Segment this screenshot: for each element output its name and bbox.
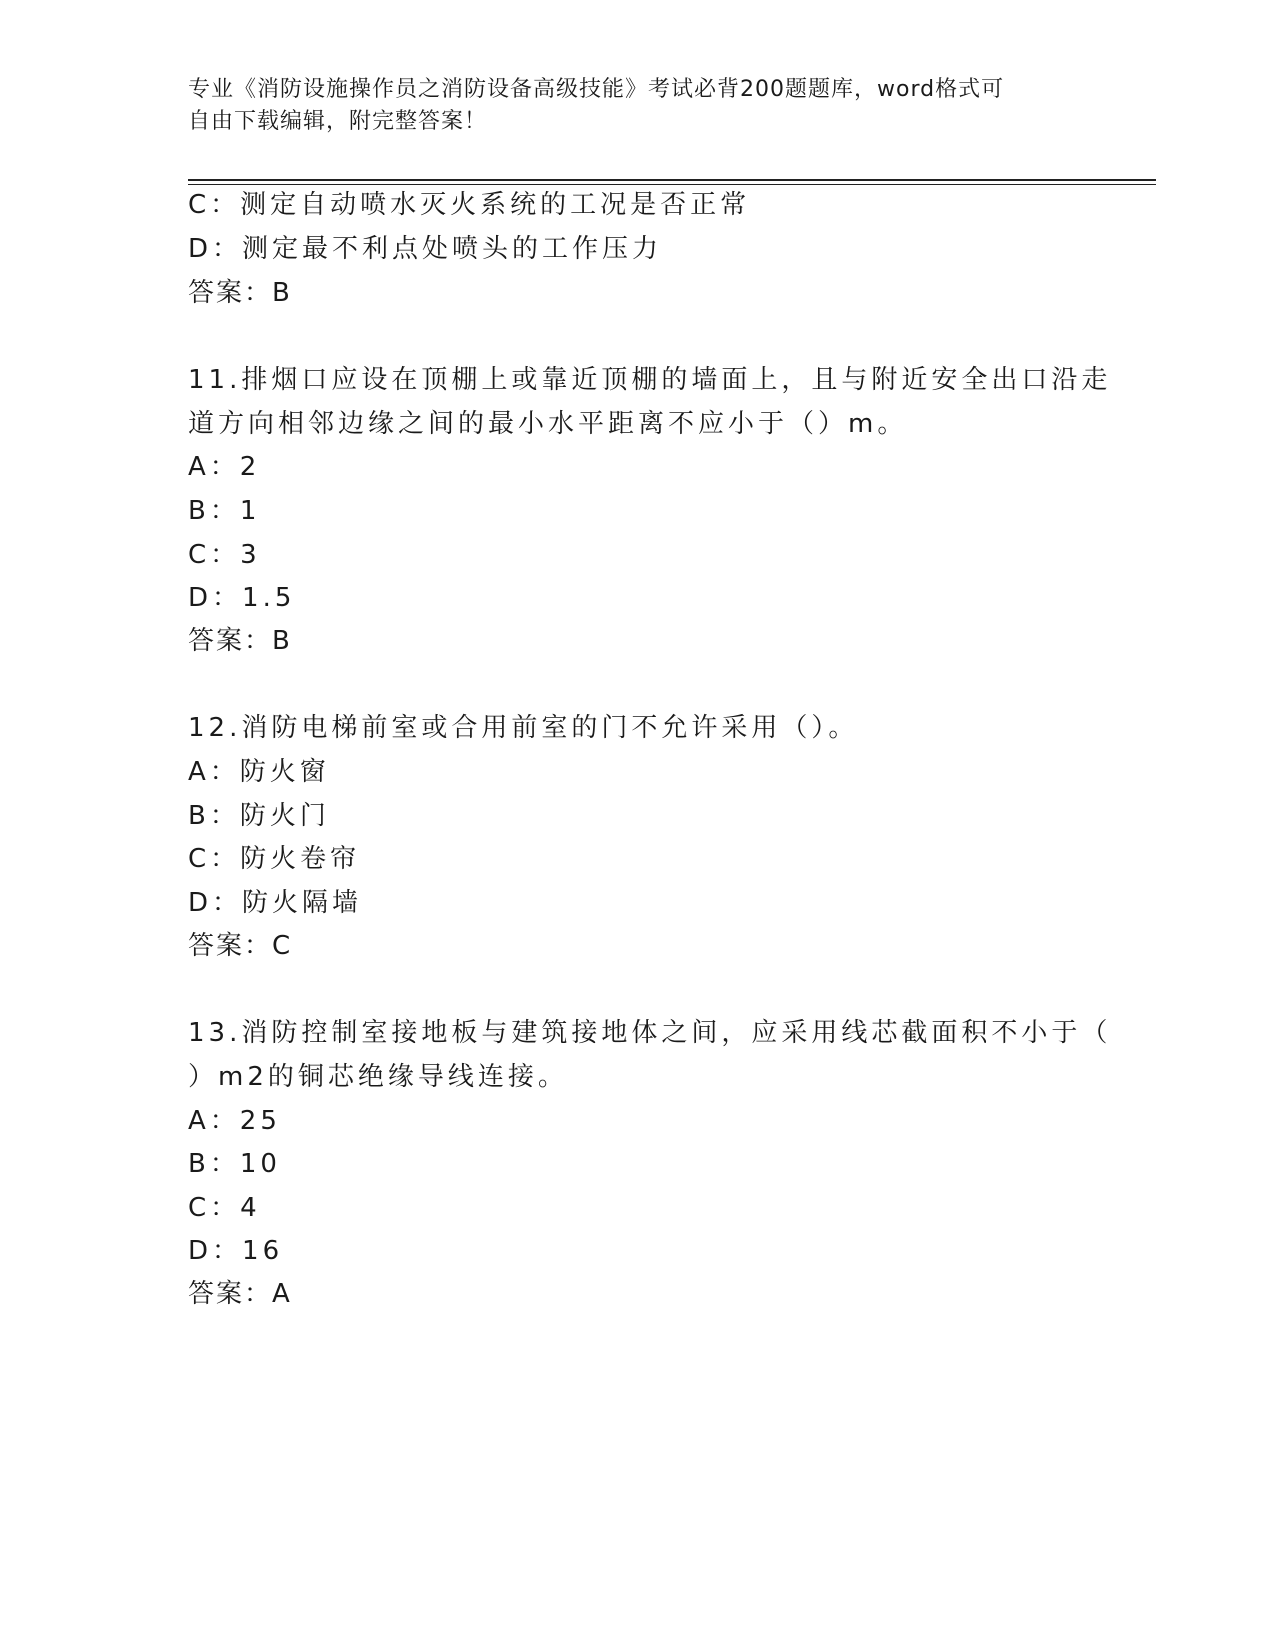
- q11-option-d: D：1.5: [188, 583, 296, 613]
- q12-answer: 答案：C: [188, 931, 293, 961]
- q11-stem-line-2: 道方向相邻边缘之间的最小水平距离不应小于（）m。: [188, 409, 908, 439]
- q12-option-d: D：防火隔墙: [188, 888, 363, 918]
- q11-stem-line-1: 11.排烟口应设在顶棚上或靠近顶棚的墙面上，且与附近安全出口沿走: [188, 365, 1112, 395]
- q11-option-c: C：3: [188, 540, 261, 570]
- q11-option-b: B：1: [188, 496, 261, 526]
- q13-option-c: C：4: [188, 1193, 261, 1223]
- q13-option-d: D：16: [188, 1236, 284, 1266]
- header-divider-thick: [188, 179, 1156, 181]
- q13-option-b: B：10: [188, 1149, 281, 1179]
- q10-option-c: C：测定自动喷水灭火系统的工况是否正常: [188, 190, 751, 220]
- q13-stem-line-2: ）m2的铜芯绝缘导线连接。: [188, 1062, 568, 1092]
- q12-option-c: C：防火卷帘: [188, 844, 361, 874]
- header-line-1: 专业《消防设施操作员之消防设备高级技能》考试必背200题题库，word格式可: [188, 77, 1005, 102]
- q10-option-d: D：测定最不利点处喷头的工作压力: [188, 234, 663, 264]
- q12-option-b: B：防火门: [188, 801, 330, 831]
- q12-stem-line-1: 12.消防电梯前室或合用前室的门不允许采用（）。: [188, 713, 859, 743]
- header-divider-thin: [188, 184, 1156, 185]
- q10-answer: 答案：B: [188, 278, 292, 308]
- q13-stem-line-1: 13.消防控制室接地板与建筑接地体之间，应采用线芯截面积不小于（: [188, 1018, 1112, 1048]
- document-header: [188, 74, 1088, 138]
- q13-option-a: A：25: [188, 1106, 281, 1136]
- q11-option-a: A：2: [188, 452, 261, 482]
- header-line-2: 自由下载编辑，附完整答案！: [188, 109, 488, 134]
- q11-answer: 答案：B: [188, 626, 292, 656]
- q12-option-a: A：防火窗: [188, 757, 330, 787]
- q13-answer: 答案：A: [188, 1279, 292, 1309]
